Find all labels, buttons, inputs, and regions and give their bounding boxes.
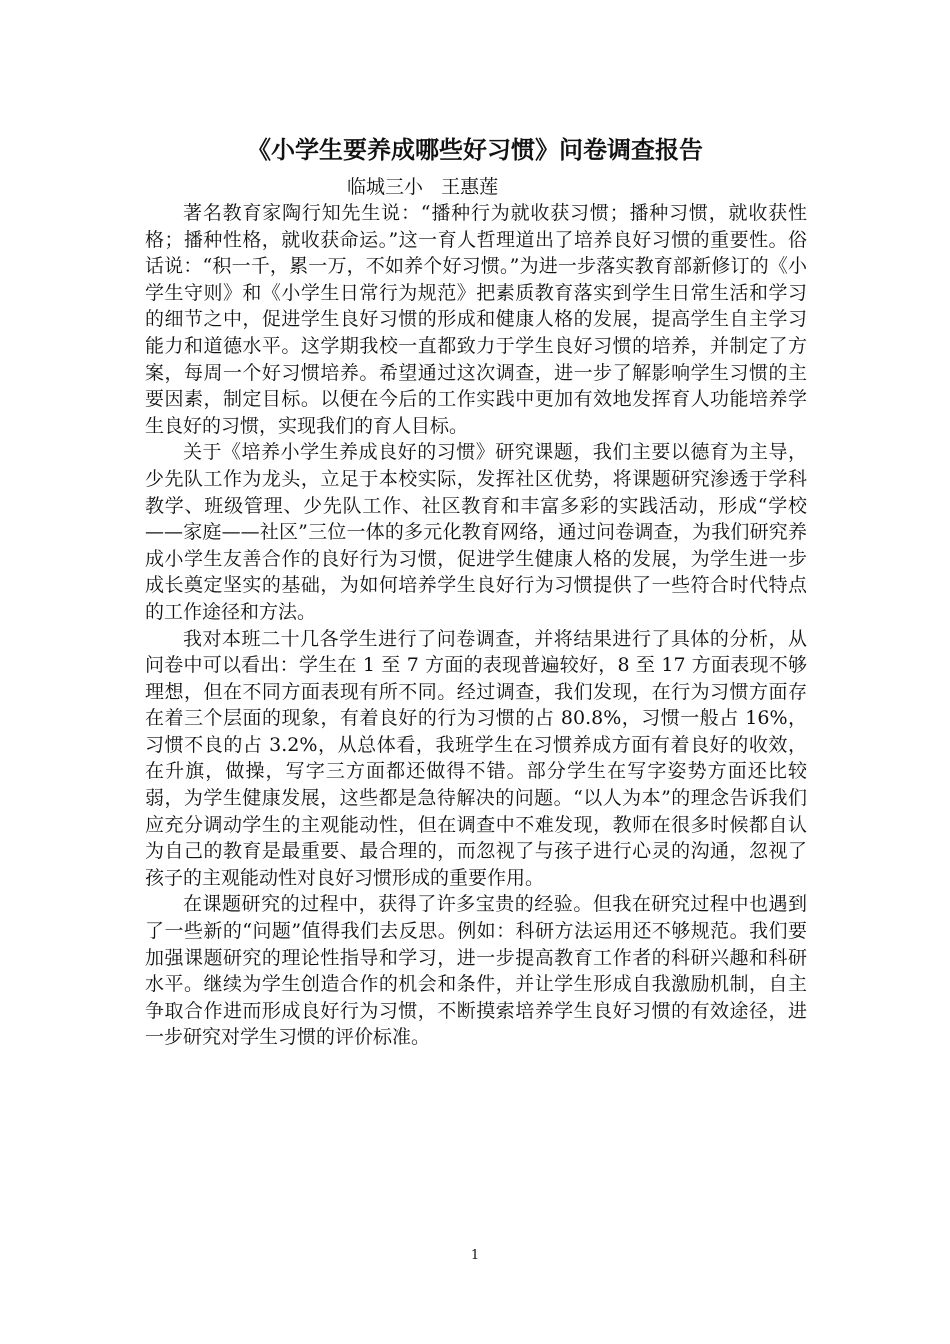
- author-line: 临城三小 王惠莲: [347, 176, 499, 198]
- paragraph-reflection: 在课题研究的过程中，获得了许多宝贵的经验。但我在研究过程中也遇到了一些新的“问题”值得我们去反思。例如：科研方法运用还不够规范。我们要加强课题研究的理论性指导和学习，进一步提高教育工作者的科研兴趣和科研水平。继续为学生创造合作的机会和条件，并让学生形成自我激励机制，自主争取合作进而形成良好行为习惯，不断摸索培养学生良好习惯的有效途径，进一步研究对学生习惯的评价标准。: [145, 893, 807, 1049]
- paragraph-survey-analysis: 我对本班二十几各学生进行了问卷调查，并将结果进行了具体的分析，从问卷中可以看出：学生在 1 至 7 方面的表现普遍较好，8 至 17 方面表现不够理想，但在不同方面表现有所不同。经过调查，我们发现，在行为习惯方面存在着三个层面的现象，有着良好的行为习惯的占 80.8%，习惯一般占 16%，习惯不良的占 3.2%，从总体看，我班学生在习惯养成方面有着良好的收效，在升旗，做操，写字三方面都还做得不错。部分学生在写字姿势方面还比较弱，为学生健康发展，这些都是急待解决的问题。“以人为本”的理念告诉我们应充分调动学生的主观能动性，但在调查中不难发现，教师在很多时候都自认为自己的教育是最重要、最合理的，而忽视了与孩子进行心灵的沟通，忽视了孩子的主观能动性对良好习惯形成的重要作用。: [145, 627, 807, 889]
- document-title: 《小学生要养成哪些好习惯》问卷调查报告: [247, 136, 703, 164]
- paragraph-intro: 著名教育家陶行知先生说：“播种行为就收获习惯；播种习惯，就收获性格；播种性格，就收获命运。”这一育人哲理道出了培养良好习惯的重要性。俗话说：“积一千，累一万，不如养个好习惯。”为进一步落实教育部新修订的《小学生守则》和《小学生日常行为规范》把素质教育落实到学生日常生活和学习的细节之中，促进学生良好习惯的形成和健康人格的发展，提高学生自主学习能力和道德水平。这学期我校一直都致力于学生良好习惯的培养，并制定了方案，每周一个好习惯培养。希望通过这次调查，进一步了解影响学生习惯的主要因素，制定目标。以便在今后的工作实践中更加有效地发挥育人功能培养学生良好的习惯，实现我们的育人目标。: [145, 202, 807, 437]
- document-body: [145, 200, 807, 1051]
- paragraph-research-topic: 关于《培养小学生养成良好的习惯》研究课题，我们主要以德育为主导，少先队工作为龙头，立足于本校实际，发挥社区优势，将课题研究渗透于学科教学、班级管理、少先队工作、社区教育和丰富多彩的实践活动，形成“学校——家庭——社区”三位一体的多元化教育网络，通过问卷调查，为我们研究养成小学生友善合作的良好行为习惯，促进学生健康人格的发展，为学生进一步成长奠定坚实的基础，为如何培养学生良好行为习惯提供了一些符合时代特点的工作途径和方法。: [145, 441, 807, 623]
- page-number: 1: [470, 1248, 480, 1263]
